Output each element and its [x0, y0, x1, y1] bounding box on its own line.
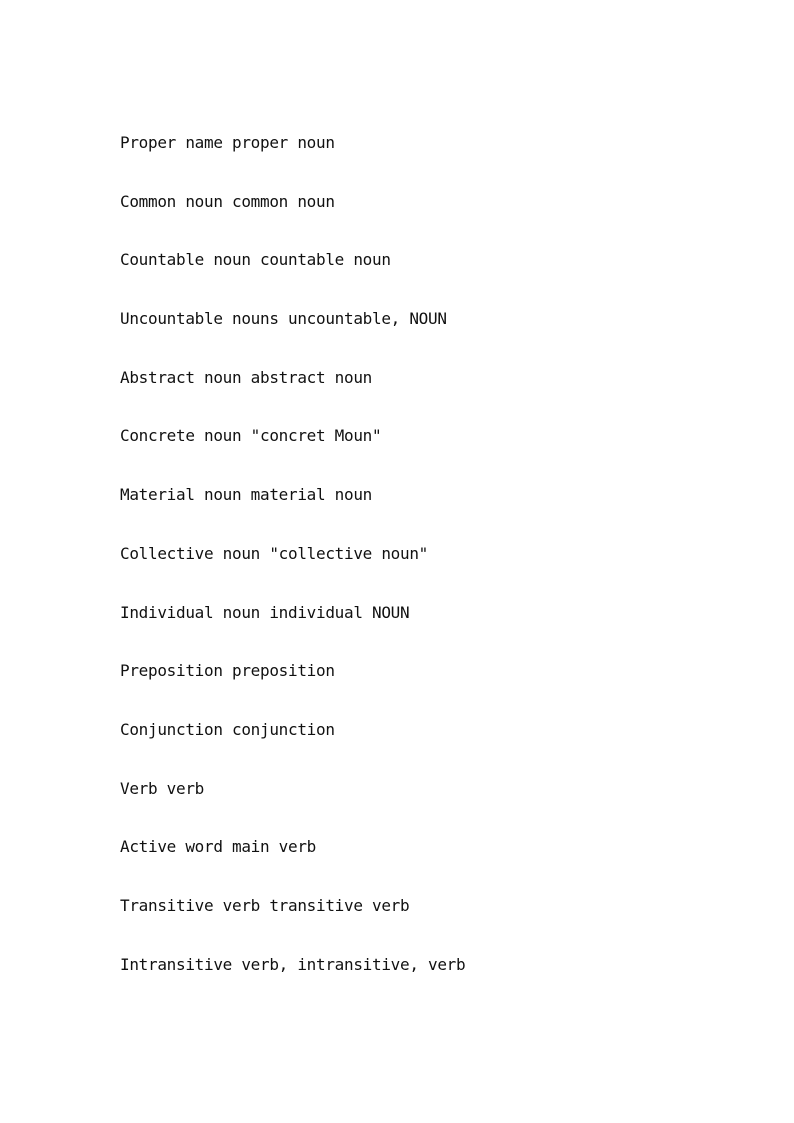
term-line: Uncountable nouns uncountable, NOUN [120, 309, 447, 329]
term-line: Concrete noun "concret Moun" [120, 426, 382, 446]
term-line: Transitive verb transitive verb [120, 895, 410, 915]
term-line: Collective noun "collective noun" [120, 543, 428, 563]
term-line: Active word main verb [120, 837, 316, 857]
term-line: Preposition preposition [120, 661, 335, 681]
term-line: Proper name proper noun [120, 133, 335, 152]
term-line: Conjunction conjunction [120, 719, 335, 739]
term-list [120, 132, 465, 1012]
term-line: Individual noun individual NOUN [120, 602, 410, 622]
term-line: Intransitive verb, intransitive, verb [120, 954, 466, 974]
term-line: Common noun common noun [120, 191, 335, 211]
term-line: Verb verb [120, 778, 204, 798]
term-line: Countable noun countable noun [120, 250, 391, 270]
term-line: Abstract noun abstract noun [120, 367, 372, 387]
term-line: Material noun material noun [120, 485, 372, 505]
